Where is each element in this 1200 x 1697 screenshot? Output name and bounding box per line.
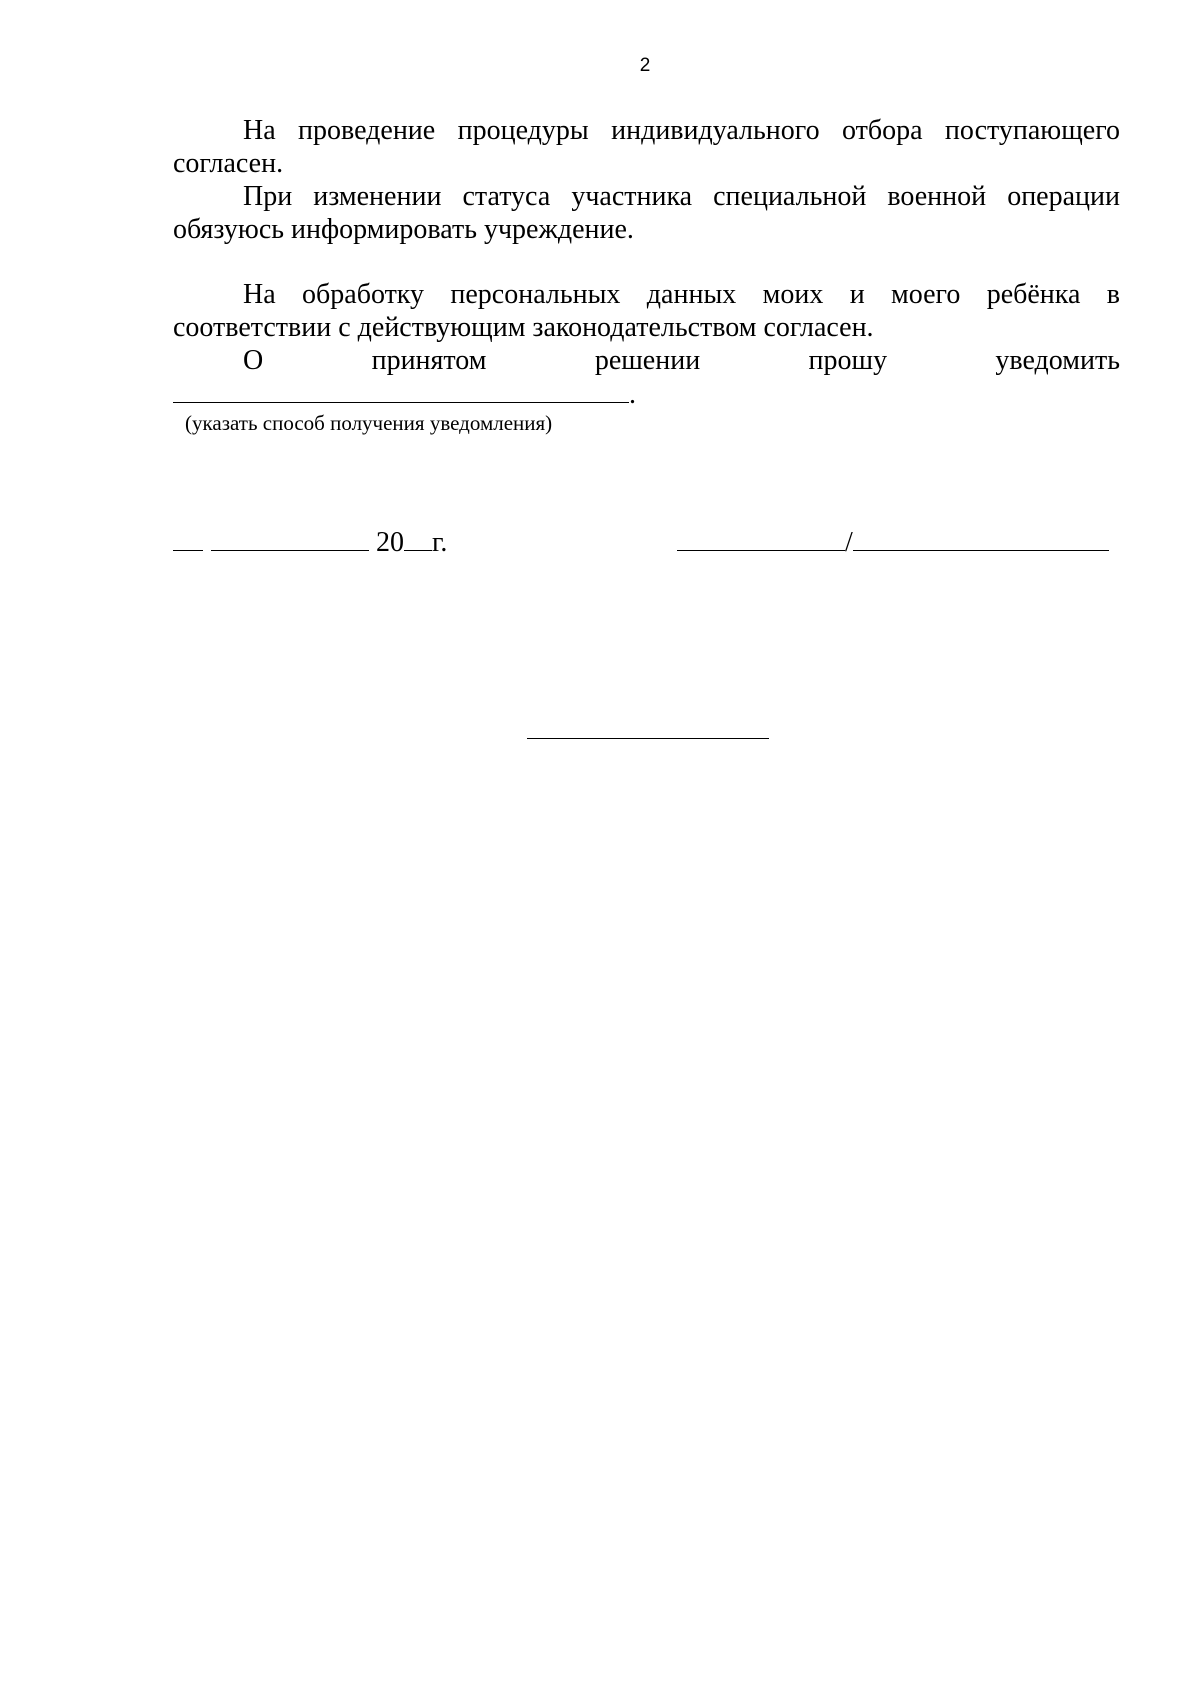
notify-word: решении xyxy=(594,345,701,376)
status-change-paragraph: При изменении статуса участника специальной военной операции обязуюсь информировать учреждение. xyxy=(173,181,1120,245)
consent-selection-paragraph: На проведение процедуры индивидуального отбора поступающего согласен. xyxy=(173,115,1120,179)
signature-field xyxy=(677,524,1109,559)
notification-method-field[interactable] xyxy=(173,374,636,411)
notify-word: принятом xyxy=(371,345,487,376)
notify-word: прошу xyxy=(808,345,888,376)
personal-data-consent-paragraph: На обработку персональных данных моих и моего ребёнка в соответствии с действующим законодательством согласен. xyxy=(173,279,1120,343)
year-century: 20 xyxy=(376,527,404,558)
day-blank[interactable] xyxy=(173,524,203,551)
signature-separator: / xyxy=(845,527,853,558)
month-blank[interactable] xyxy=(211,524,369,551)
signature-blank[interactable] xyxy=(677,524,845,551)
notify-word: уведомить xyxy=(995,345,1120,376)
notification-method-caption: (указать способ получения уведомления) xyxy=(185,411,553,435)
notify-word: О xyxy=(243,345,264,376)
date-field xyxy=(173,524,447,559)
document-end-rule xyxy=(527,738,769,739)
notification-request-line xyxy=(173,344,1120,377)
notification-end-mark: . xyxy=(629,379,636,410)
year-suffix: г. xyxy=(432,527,448,558)
page-number: 2 xyxy=(639,55,651,76)
notification-method-blank[interactable] xyxy=(173,374,629,403)
signature-name-blank[interactable] xyxy=(853,524,1109,551)
year-blank[interactable] xyxy=(404,524,432,551)
